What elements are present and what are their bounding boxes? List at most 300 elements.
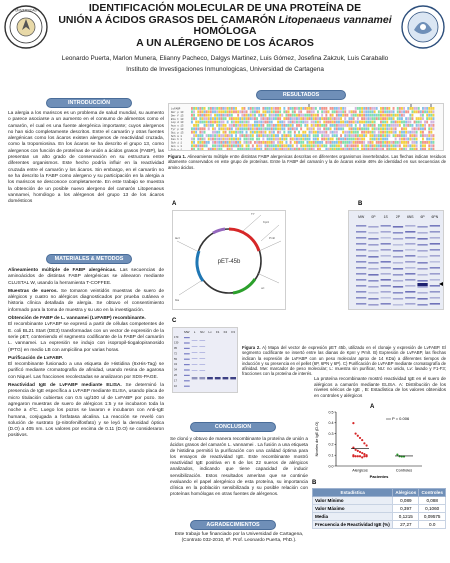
alignment-residue: [395, 124, 397, 127]
alignment-residue: [430, 141, 432, 144]
alignment-residue: [210, 114, 212, 117]
alignment-residue: [260, 110, 262, 113]
alignment-residue: [220, 131, 222, 134]
alignment-residue: [393, 148, 395, 151]
alignment-residue: [344, 107, 346, 110]
alignment-residue: [422, 127, 424, 130]
alignment-residue: [346, 114, 348, 117]
alignment-residue: [357, 117, 359, 120]
gel-band: [381, 303, 391, 305]
alignment-residue: [386, 131, 388, 134]
alignment-residue: [258, 121, 260, 124]
alignment-residue: [391, 144, 393, 147]
alignment-residue: [344, 117, 346, 120]
alignment-residue: [193, 127, 195, 130]
alignment-residue: [311, 141, 313, 144]
alignment-residue: [208, 124, 210, 127]
alignment-residue: [340, 107, 342, 110]
gel-band: [184, 369, 190, 370]
alignment-residue: [258, 131, 260, 134]
alignment-residue: [355, 117, 357, 120]
alignment-residue: [241, 148, 243, 151]
alignment-residue: [370, 148, 372, 151]
alignment-residue: [298, 148, 300, 151]
alignment-residue: [244, 141, 246, 144]
gel-band: [381, 225, 391, 227]
alignment-residue: [210, 131, 212, 134]
gel-lane-label: NU: [200, 330, 205, 334]
alignment-residue: [229, 141, 231, 144]
alignment-residue: [416, 110, 418, 113]
alignment-residue: [239, 124, 241, 127]
gel-band: [184, 337, 190, 338]
alignment-residue: [256, 117, 258, 120]
title-line-3: A UN ALÉRGENO DE LOS ÁCAROS: [136, 36, 314, 49]
alignment-residue: [401, 127, 403, 130]
alignment-residue: [267, 134, 269, 137]
alignment-residue: [275, 110, 277, 113]
gel-band: [393, 286, 403, 288]
alignment-residue: [418, 131, 420, 134]
methods-p1-body: Las secuencias de aminoácidos de distintas FABP alergénicas se alinearon mediante CLUSTAL W, usando la herramienta T-COFFEE.: [8, 268, 164, 286]
alignment-residue: [300, 121, 302, 124]
alignment-residue: [321, 121, 323, 124]
alignment-residue: [296, 110, 298, 113]
alignment-residue: [235, 148, 237, 151]
alignment-residue: [395, 134, 397, 137]
alignment-residue: [227, 117, 229, 120]
alignment-residue: [405, 124, 407, 127]
stats-cell: 0,089: [393, 497, 419, 505]
alignment-residue: [214, 107, 216, 110]
alignment-residue: [204, 134, 206, 137]
alignment-residue: [397, 124, 399, 127]
mw-mark-label: 95: [174, 347, 177, 350]
alignment-residue: [283, 110, 285, 113]
gel-band: [393, 226, 403, 228]
alignment-residue: [414, 134, 416, 137]
gel-band: [417, 250, 427, 252]
alignment-residue: [412, 124, 414, 127]
alignment-residue: [269, 121, 271, 124]
methods-p1-head: Alineamiento múltiple de FABP alergénicas.: [8, 268, 117, 273]
alignment-residue: [254, 121, 256, 124]
title-line-1: IDENTIFICACIÓN MOLECULAR DE UNA PROTEÍNA DE: [88, 2, 362, 14]
alignment-residue: [328, 110, 330, 113]
alignment-residue: [409, 144, 411, 147]
alignment-residue: [428, 107, 430, 110]
fig2-gel-expression: [348, 210, 444, 310]
y-tick-label: 0.3: [328, 431, 334, 436]
alignment-residue: [252, 124, 254, 127]
alignment-row-label: Blo t 13: [171, 117, 184, 121]
alignment-residue: [401, 144, 403, 147]
alignment-residue: [239, 110, 241, 113]
alignment-residue: [349, 107, 351, 110]
alignment-residue: [365, 141, 367, 144]
alignment-row-label: Der p 13: [171, 111, 184, 114]
alignment-residue: [206, 114, 208, 117]
y-axis-label: Niveles de IgE (D.O): [315, 421, 319, 457]
fabp-band: [207, 377, 213, 379]
alignment-residue: [416, 107, 418, 110]
alignment-residue: [206, 138, 208, 141]
alignment-residue: [244, 127, 246, 130]
alignment-residue: [428, 141, 430, 144]
alignment-residue: [210, 110, 212, 113]
alignment-residue: [227, 144, 229, 147]
alignment-residue: [202, 148, 204, 151]
alignment-residue: [359, 134, 361, 137]
alignment-residue: [244, 114, 246, 117]
alignment-residue: [330, 121, 332, 124]
alignment-residue: [367, 127, 369, 130]
gel-band: [356, 291, 366, 293]
alignment-residue: [414, 141, 416, 144]
alignment-residue: [252, 134, 254, 137]
alignment-residue: [262, 131, 264, 134]
alignment-residue: [380, 134, 382, 137]
alignment-residue: [361, 107, 363, 110]
alignment-residue: [206, 127, 208, 130]
alignment-residue: [225, 144, 227, 147]
alignment-residue: [235, 121, 237, 124]
alignment-residue: [302, 107, 304, 110]
alignment-residue: [418, 134, 420, 137]
alignment-residue: [256, 138, 258, 141]
gel-band: [192, 364, 198, 365]
data-point: [396, 453, 398, 455]
y-tick-label: 0.4: [328, 421, 334, 426]
alignment-residue: [405, 144, 407, 147]
alignment-residue: [248, 124, 250, 127]
alignment-residue: [311, 117, 313, 120]
alignment-residue: [407, 127, 409, 130]
alignment-residue: [258, 148, 260, 151]
alignment-residue: [271, 114, 273, 117]
alignment-residue: [359, 131, 361, 134]
alignment-residue: [206, 141, 208, 144]
alignment-residue: [376, 110, 378, 113]
gel-band: [405, 261, 415, 263]
alignment-residue: [216, 117, 218, 120]
alignment-residue: [273, 107, 275, 110]
alignment-residue: [256, 124, 258, 127]
gel-band: [393, 268, 403, 270]
alignment-residue: [405, 114, 407, 117]
alignment-residue: [262, 138, 264, 141]
alignment-residue: [275, 134, 277, 137]
alignment-residue: [271, 131, 273, 134]
alignment-residue: [401, 121, 403, 124]
alignment-residue: [344, 141, 346, 144]
alignment-residue: [313, 107, 315, 110]
alignment-residue: [311, 148, 313, 151]
alignment-residue: [191, 114, 193, 117]
alignment-residue: [323, 110, 325, 113]
alignment-residue: [325, 107, 327, 110]
alignment-residue: [372, 127, 374, 130]
alignment-residue: [351, 131, 353, 134]
alignment-residue: [300, 148, 302, 151]
x-axis-label: Pacientes: [369, 474, 389, 479]
alignment-residue: [321, 134, 323, 137]
data-point: [357, 455, 359, 457]
alignment-residue: [262, 144, 264, 147]
gel-band: [405, 279, 415, 281]
alignment-residue: [370, 114, 372, 117]
alignment-residue: [235, 117, 237, 120]
alignment-residue: [428, 110, 430, 113]
alignment-residue: [391, 114, 393, 117]
alignment-residue: [231, 134, 233, 137]
alignment-residue: [218, 141, 220, 144]
alignment-residue: [367, 124, 369, 127]
alignment-residue: [204, 131, 206, 134]
alignment-residue: [323, 141, 325, 144]
gel-band: [381, 231, 391, 233]
gel-band: [405, 267, 415, 269]
methods-p5-head: Reactividad IgE de LvFABP mediante ELISA.: [8, 383, 122, 389]
stats-col-header: Estadística: [313, 489, 393, 497]
alignment-residue: [334, 107, 336, 110]
alignment-residue: [225, 127, 227, 130]
alignment-residue: [212, 141, 214, 144]
alignment-residue: [349, 114, 351, 117]
alignment-residue: [336, 117, 338, 120]
alignment-residue: [380, 127, 382, 130]
alignment-residue: [380, 131, 382, 134]
intro-paragraph: La alergia a los mariscos es un problema de salud mundial, su aumento o parece asociarse a un aumento en el consumo de alimentos como el camarón, el cual es una fuente alergénica importante; cuyos alergenos no han sido completamente descritos. Entre el camarón y otras fuentes alergénicas como los ácaros existen alergenos de reactividad cruzada, como la tropomiosina. En los ácaros se ha descrito el grupo 13, como alergenos con función de proteínas de unión a ácidos grasos (FABP), las presentan un alto grado de conservación en su estructura entre diferentes organismos. Este hecho podría influir en la reactividad cruzada entre el camarón y los ácaros. Sin embargo, en el camarón no se ha descrito la FABP como alergeno y su participación en la alergia a los mariscos se desconoce completamente. En este trabajo se muestra la obtención de un posible nuevo alergeno del camarón Litopenaeus vannamei, homólogo a los alérgenos del grupo 13 de los ácaros domésticos: [8, 111, 164, 205]
alignment-residue: [197, 148, 199, 151]
alignment-residue: [296, 121, 298, 124]
alignment-residue: [288, 124, 290, 127]
alignment-residue: [433, 134, 435, 137]
alignment-residue: [340, 117, 342, 120]
alignment-residue: [338, 114, 340, 117]
alignment-residue: [218, 121, 220, 124]
alignment-residue: [426, 141, 428, 144]
alignment-residue: [426, 107, 428, 110]
alignment-residue: [214, 134, 216, 137]
alignment-residue: [344, 144, 346, 147]
alignment-residue: [334, 138, 336, 141]
alignment-residue: [269, 127, 271, 130]
alignment-residue: [388, 117, 390, 120]
alignment-residue: [351, 144, 353, 147]
alignment-residue: [313, 127, 315, 130]
alignment-residue: [361, 138, 363, 141]
alignment-residue: [403, 148, 405, 151]
figure-2-caption: [242, 345, 446, 377]
alignment-residue: [206, 117, 208, 120]
alignment-residue: [363, 127, 365, 130]
alignment-residue: [199, 134, 201, 137]
alignment-residue: [273, 110, 275, 113]
alignment-residue: [372, 117, 374, 120]
alignment-residue: [262, 110, 264, 113]
alignment-residue: [426, 144, 428, 147]
stats-row-label: Valor Máximo: [313, 505, 393, 513]
gel-band: [368, 280, 378, 282]
alignment-residue: [365, 131, 367, 134]
gel-band: [430, 243, 440, 245]
alignment-residue: [281, 110, 283, 113]
alignment-residue: [195, 127, 197, 130]
alignment-residue: [202, 134, 204, 137]
alignment-residue: [300, 124, 302, 127]
svg-text:lacI: lacI: [175, 236, 180, 240]
alignment-residue: [361, 121, 363, 124]
alignment-residue: [321, 124, 323, 127]
alignment-residue: [191, 121, 193, 124]
alignment-residue: [235, 124, 237, 127]
alignment-residue: [298, 138, 300, 141]
alignment-residue: [393, 107, 395, 110]
alignment-residue: [199, 144, 201, 147]
alignment-residue: [307, 110, 309, 113]
alignment-residue: [374, 141, 376, 144]
alignment-residue: [260, 131, 262, 134]
alignment-residue: [412, 110, 414, 113]
alignment-residue: [239, 138, 241, 141]
alignment-residue: [353, 107, 355, 110]
alignment-residue: [376, 148, 378, 151]
alignment-residue: [210, 138, 212, 141]
alignment-residue: [262, 141, 264, 144]
alignment-residue: [433, 124, 435, 127]
alignment-residue: [286, 124, 288, 127]
alignment-residue: [409, 141, 411, 144]
alignment-residue: [378, 138, 380, 141]
alignment-residue: [302, 134, 304, 137]
alignment-residue: [424, 131, 426, 134]
alignment-residue: [332, 144, 334, 147]
alignment-residue: [365, 134, 367, 137]
alignment-residue: [372, 121, 374, 124]
alignment-residue: [414, 144, 416, 147]
data-point: [352, 422, 354, 424]
alignment-residue: [307, 131, 309, 134]
figure-1-caption-head: Figura 1.: [168, 154, 187, 159]
alignment-residue: [353, 141, 355, 144]
alignment-residue: [342, 138, 344, 141]
alignment-residue: [428, 134, 430, 137]
gel-band: [430, 303, 440, 305]
alignment-residue: [275, 138, 277, 141]
alignment-residue: [344, 114, 346, 117]
alignment-residue: [355, 110, 357, 113]
alignment-residue: [271, 148, 273, 151]
alignment-residue: [403, 110, 405, 113]
gel-lane-label: L: [193, 330, 196, 334]
alignment-residue: [405, 110, 407, 113]
alignment-residue: [195, 117, 197, 120]
alignment-residue: [338, 144, 340, 147]
alignment-residue: [250, 134, 252, 137]
alignment-residue: [296, 114, 298, 117]
alignment-residue: [399, 134, 401, 137]
alignment-residue: [412, 144, 414, 147]
alignment-residue: [325, 121, 327, 124]
alignment-residue: [294, 121, 296, 124]
gel-band: [393, 238, 403, 240]
alignment-residue: [426, 148, 428, 151]
alignment-residue: [325, 114, 327, 117]
alignment-residue: [246, 144, 248, 147]
alignment-row-label: Der f 13: [171, 114, 184, 118]
data-point: [355, 455, 357, 457]
alignment-residue: [416, 141, 418, 144]
alignment-residue: [286, 144, 288, 147]
alignment-residue: [395, 144, 397, 147]
alignment-residue: [214, 127, 216, 130]
alignment-residue: [397, 134, 399, 137]
alignment-residue: [265, 138, 267, 141]
alignment-residue: [225, 117, 227, 120]
alignment-residue: [277, 134, 279, 137]
alignment-residue: [342, 134, 344, 137]
alignment-residue: [370, 117, 372, 120]
alignment-residue: [397, 148, 399, 151]
alignment-residue: [382, 107, 384, 110]
gel-band: [393, 256, 403, 258]
alignment-residue: [317, 144, 319, 147]
alignment-residue: [378, 121, 380, 124]
figure-1-caption: [168, 154, 446, 170]
alignment-residue: [309, 117, 311, 120]
gel-band: [393, 244, 403, 246]
alignment-residue: [376, 107, 378, 110]
alignment-residue: [298, 141, 300, 144]
stats-cell: 0,397: [393, 505, 419, 513]
alignment-residue: [351, 138, 353, 141]
alignment-residue: [248, 144, 250, 147]
alignment-residue: [269, 148, 271, 151]
alignment-residue: [262, 127, 264, 130]
alignment-residue: [241, 141, 243, 144]
alignment-residue: [330, 110, 332, 113]
gel-band: [417, 256, 427, 258]
alignment-residue: [231, 131, 233, 134]
alignment-row-label: Aca s 13: [171, 124, 184, 128]
gel-band: [368, 244, 378, 246]
alignment-residue: [384, 107, 386, 110]
alignment-residue: [399, 138, 401, 141]
alignment-residue: [407, 134, 409, 137]
alignment-residue: [218, 144, 220, 147]
alignment-residue: [340, 148, 342, 151]
alignment-residue: [346, 134, 348, 137]
alignment-residue: [363, 134, 365, 137]
alignment-residue: [382, 121, 384, 124]
alignment-residue: [395, 138, 397, 141]
alignment-residue: [214, 148, 216, 151]
alignment-residue: [355, 121, 357, 124]
stats-cell: 0,088: [419, 497, 446, 505]
section-heading-conclusion: CONCLUSION: [190, 422, 276, 432]
alignment-residue: [246, 121, 248, 124]
alignment-residue: [237, 131, 239, 134]
alignment-residue: [319, 131, 321, 134]
alignment-residue: [193, 121, 195, 124]
alignment-residue: [269, 134, 271, 137]
alignment-residue: [346, 148, 348, 151]
alignment-residue: [422, 114, 424, 117]
alignment-residue: [399, 127, 401, 130]
alignment-residue: [361, 114, 363, 117]
alignment-residue: [235, 141, 237, 144]
